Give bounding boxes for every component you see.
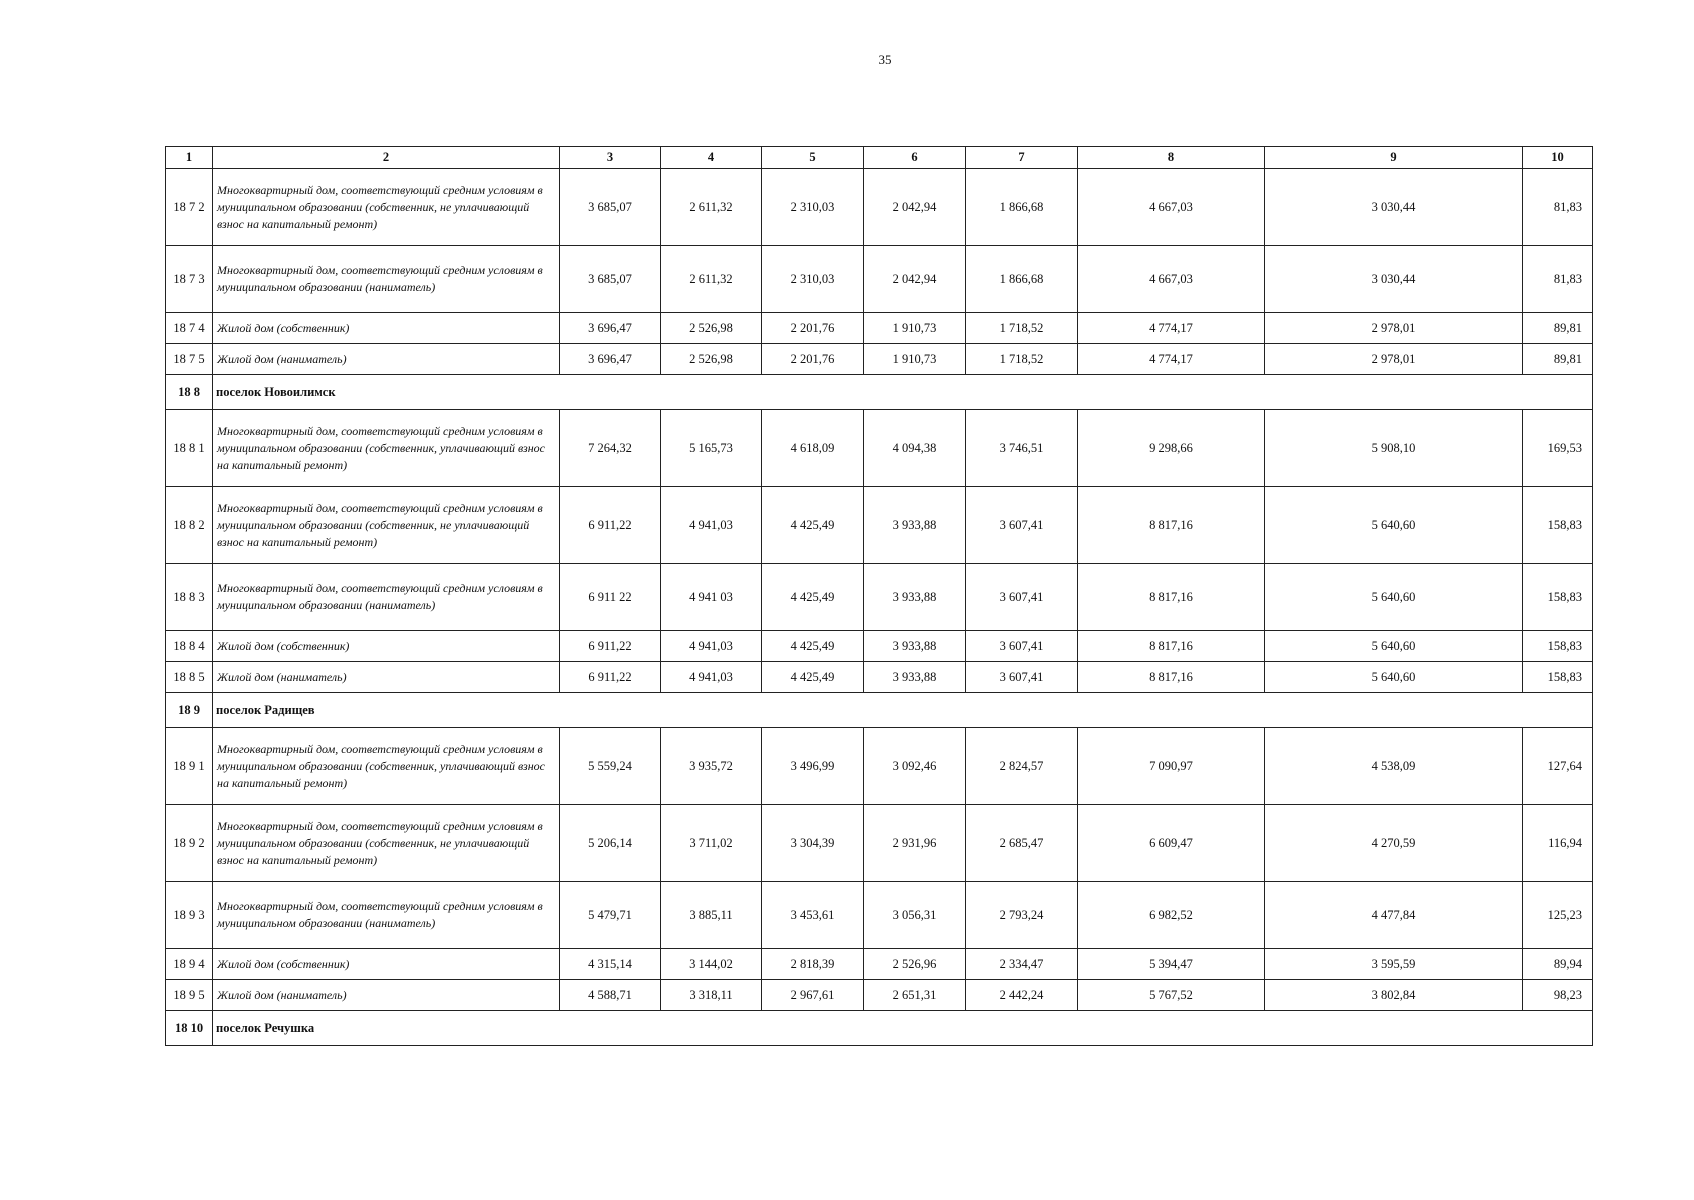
value-cell: 3 318,11: [661, 980, 762, 1011]
table-row: [166, 344, 1593, 375]
row-description: Жилой дом (собственник): [213, 313, 560, 344]
header-cell: 8: [1078, 147, 1265, 169]
value-cell: 8 817,16: [1078, 487, 1265, 564]
value-cell: 5 559,24: [560, 728, 661, 805]
value-cell: 3 696,47: [560, 344, 661, 375]
table-body: [166, 169, 1593, 1046]
row-number: 18 7 5: [166, 344, 213, 375]
table-row: [166, 882, 1593, 949]
table-row: [166, 631, 1593, 662]
value-cell: 3 607,41: [966, 487, 1078, 564]
header-cell: 1: [166, 147, 213, 169]
value-cell: 4 774,17: [1078, 313, 1265, 344]
value-cell: 2 978,01: [1265, 344, 1523, 375]
table-row: [166, 410, 1593, 487]
value-cell: 2 793,24: [966, 882, 1078, 949]
value-cell: 3 933,88: [864, 564, 966, 631]
value-cell: 2 818,39: [762, 949, 864, 980]
value-cell: 3 685,07: [560, 246, 661, 313]
value-cell: 4 425,49: [762, 564, 864, 631]
value-cell: 2 042,94: [864, 246, 966, 313]
value-cell: 1 866,68: [966, 169, 1078, 246]
value-cell: 4 538,09: [1265, 728, 1523, 805]
value-cell: 5 640,60: [1265, 487, 1523, 564]
row-description: Многоквартирный дом, соответствующий средним условиям в муниципальном образовании (собственник, уплачивающий взнос на капитальный ремонт): [213, 410, 560, 487]
value-cell: 1 910,73: [864, 313, 966, 344]
value-cell: 3 030,44: [1265, 246, 1523, 313]
header-cell: 2: [213, 147, 560, 169]
value-cell: 5 640,60: [1265, 631, 1523, 662]
value-cell: 2 824,57: [966, 728, 1078, 805]
row-number: 18 9 1: [166, 728, 213, 805]
value-cell: 1 718,52: [966, 344, 1078, 375]
value-cell: 6 609,47: [1078, 805, 1265, 882]
value-cell: 4 425,49: [762, 631, 864, 662]
row-description: Жилой дом (собственник): [213, 631, 560, 662]
value-cell: 89,81: [1523, 344, 1593, 375]
table-row: [166, 662, 1593, 693]
value-cell: 2 042,94: [864, 169, 966, 246]
value-cell: 6 911,22: [560, 631, 661, 662]
value-cell: 2 651,31: [864, 980, 966, 1011]
row-number: 18 9 5: [166, 980, 213, 1011]
row-number: 18 7 3: [166, 246, 213, 313]
row-description: Жилой дом (собственник): [213, 949, 560, 980]
header-cell: 7: [966, 147, 1078, 169]
row-description: Многоквартирный дом, соответствующий средним условиям в муниципальном образовании (собственник, не уплачивающий взнос на капитальный ремонт): [213, 487, 560, 564]
table-row: [166, 805, 1593, 882]
value-cell: 3 802,84: [1265, 980, 1523, 1011]
row-description: Многоквартирный дом, соответствующий средним условиям в муниципальном образовании (собственник, уплачивающий взнос на капитальный ремонт): [213, 728, 560, 805]
value-cell: 3 711,02: [661, 805, 762, 882]
section-title: поселок Речушка: [213, 1011, 1593, 1046]
table-row: [166, 246, 1593, 313]
row-number: 18 8 5: [166, 662, 213, 693]
value-cell: 3 304,39: [762, 805, 864, 882]
value-cell: 6 911,22: [560, 487, 661, 564]
value-cell: 4 667,03: [1078, 246, 1265, 313]
value-cell: 125,23: [1523, 882, 1593, 949]
value-cell: 2 611,32: [661, 246, 762, 313]
header-cell: 9: [1265, 147, 1523, 169]
row-number: 18 8: [166, 375, 213, 410]
value-cell: 4 941,03: [661, 631, 762, 662]
row-description: Многоквартирный дом, соответствующий средним условиям в муниципальном образовании (наниматель): [213, 882, 560, 949]
value-cell: 81,83: [1523, 169, 1593, 246]
value-cell: 4 425,49: [762, 662, 864, 693]
row-number: 18 9 4: [166, 949, 213, 980]
row-number: 18 9 2: [166, 805, 213, 882]
row-description: Многоквартирный дом, соответствующий средним условиям в муниципальном образовании (наниматель): [213, 564, 560, 631]
row-description: Многоквартирный дом, соответствующий средним условиям в муниципальном образовании (наниматель): [213, 246, 560, 313]
row-number: 18 8 1: [166, 410, 213, 487]
row-number: 18 8 3: [166, 564, 213, 631]
section-row: [166, 1011, 1593, 1046]
page-number: 35: [878, 52, 892, 67]
value-cell: 5 640,60: [1265, 564, 1523, 631]
value-cell: 2 201,76: [762, 313, 864, 344]
value-cell: 4 941 03: [661, 564, 762, 631]
value-cell: 3 746,51: [966, 410, 1078, 487]
value-cell: 2 967,61: [762, 980, 864, 1011]
tariff-table: [165, 146, 1593, 1046]
value-cell: 3 696,47: [560, 313, 661, 344]
value-cell: 5 479,71: [560, 882, 661, 949]
row-number: 18 10: [166, 1011, 213, 1046]
header-cell: 3: [560, 147, 661, 169]
table-row: [166, 313, 1593, 344]
value-cell: 6 911,22: [560, 662, 661, 693]
value-cell: 4 941,03: [661, 487, 762, 564]
value-cell: 5 908,10: [1265, 410, 1523, 487]
table-row: [166, 980, 1593, 1011]
value-cell: 3 092,46: [864, 728, 966, 805]
value-cell: 2 201,76: [762, 344, 864, 375]
value-cell: 6 911 22: [560, 564, 661, 631]
value-cell: 3 607,41: [966, 662, 1078, 693]
value-cell: 3 030,44: [1265, 169, 1523, 246]
value-cell: 3 453,61: [762, 882, 864, 949]
value-cell: 158,83: [1523, 564, 1593, 631]
value-cell: 5 640,60: [1265, 662, 1523, 693]
value-cell: 4 588,71: [560, 980, 661, 1011]
header-cell: 10: [1523, 147, 1593, 169]
value-cell: 4 774,17: [1078, 344, 1265, 375]
table-row: [166, 487, 1593, 564]
value-cell: 3 685,07: [560, 169, 661, 246]
value-cell: 4 425,49: [762, 487, 864, 564]
table-row: [166, 949, 1593, 980]
value-cell: 6 982,52: [1078, 882, 1265, 949]
value-cell: 4 941,03: [661, 662, 762, 693]
value-cell: 2 685,47: [966, 805, 1078, 882]
value-cell: 8 817,16: [1078, 564, 1265, 631]
row-description: Жилой дом (наниматель): [213, 344, 560, 375]
value-cell: 127,64: [1523, 728, 1593, 805]
value-cell: 2 310,03: [762, 246, 864, 313]
section-title: поселок Новоилимск: [213, 375, 1593, 410]
value-cell: 3 607,41: [966, 631, 1078, 662]
value-cell: 8 817,16: [1078, 631, 1265, 662]
value-cell: 3 144,02: [661, 949, 762, 980]
value-cell: 98,23: [1523, 980, 1593, 1011]
value-cell: 2 526,98: [661, 313, 762, 344]
value-cell: 2 334,47: [966, 949, 1078, 980]
value-cell: 4 477,84: [1265, 882, 1523, 949]
value-cell: 4 094,38: [864, 410, 966, 487]
value-cell: 1 866,68: [966, 246, 1078, 313]
row-number: 18 7 4: [166, 313, 213, 344]
value-cell: 3 607,41: [966, 564, 1078, 631]
value-cell: 3 933,88: [864, 487, 966, 564]
value-cell: 2 526,96: [864, 949, 966, 980]
value-cell: 1 910,73: [864, 344, 966, 375]
row-number: 18 9 3: [166, 882, 213, 949]
value-cell: 7 264,32: [560, 410, 661, 487]
value-cell: 2 611,32: [661, 169, 762, 246]
value-cell: 9 298,66: [1078, 410, 1265, 487]
value-cell: 89,81: [1523, 313, 1593, 344]
value-cell: 3 933,88: [864, 631, 966, 662]
section-title: поселок Радищев: [213, 693, 1593, 728]
value-cell: 3 933,88: [864, 662, 966, 693]
value-cell: 3 885,11: [661, 882, 762, 949]
value-cell: 158,83: [1523, 487, 1593, 564]
value-cell: 3 496,99: [762, 728, 864, 805]
value-cell: 5 394,47: [1078, 949, 1265, 980]
header-cell: 4: [661, 147, 762, 169]
value-cell: 4 315,14: [560, 949, 661, 980]
table-row: [166, 169, 1593, 246]
value-cell: 2 442,24: [966, 980, 1078, 1011]
header-row: [166, 147, 1593, 169]
value-cell: 89,94: [1523, 949, 1593, 980]
value-cell: 5 767,52: [1078, 980, 1265, 1011]
row-number: 18 8 2: [166, 487, 213, 564]
value-cell: 158,83: [1523, 662, 1593, 693]
value-cell: 3 935,72: [661, 728, 762, 805]
table-row: [166, 728, 1593, 805]
value-cell: 5 165,73: [661, 410, 762, 487]
value-cell: 169,53: [1523, 410, 1593, 487]
table-row: [166, 564, 1593, 631]
value-cell: 2 526,98: [661, 344, 762, 375]
value-cell: 1 718,52: [966, 313, 1078, 344]
header-cell: 5: [762, 147, 864, 169]
value-cell: 7 090,97: [1078, 728, 1265, 805]
section-row: [166, 375, 1593, 410]
value-cell: 158,83: [1523, 631, 1593, 662]
value-cell: 2 931,96: [864, 805, 966, 882]
value-cell: 5 206,14: [560, 805, 661, 882]
row-description: Многоквартирный дом, соответствующий средним условиям в муниципальном образовании (собственник, не уплачивающий взнос на капитальный ремонт): [213, 169, 560, 246]
value-cell: 4 270,59: [1265, 805, 1523, 882]
section-row: [166, 693, 1593, 728]
value-cell: 2 310,03: [762, 169, 864, 246]
row-description: Жилой дом (наниматель): [213, 662, 560, 693]
value-cell: 3 595,59: [1265, 949, 1523, 980]
value-cell: 4 618,09: [762, 410, 864, 487]
row-number: 18 7 2: [166, 169, 213, 246]
row-number: 18 9: [166, 693, 213, 728]
value-cell: 81,83: [1523, 246, 1593, 313]
value-cell: 3 056,31: [864, 882, 966, 949]
value-cell: 8 817,16: [1078, 662, 1265, 693]
row-number: 18 8 4: [166, 631, 213, 662]
row-description: Многоквартирный дом, соответствующий средним условиям в муниципальном образовании (собственник, не уплачивающий взнос на капитальный ремонт): [213, 805, 560, 882]
value-cell: 116,94: [1523, 805, 1593, 882]
value-cell: 2 978,01: [1265, 313, 1523, 344]
header-cell: 6: [864, 147, 966, 169]
value-cell: 4 667,03: [1078, 169, 1265, 246]
row-description: Жилой дом (наниматель): [213, 980, 560, 1011]
